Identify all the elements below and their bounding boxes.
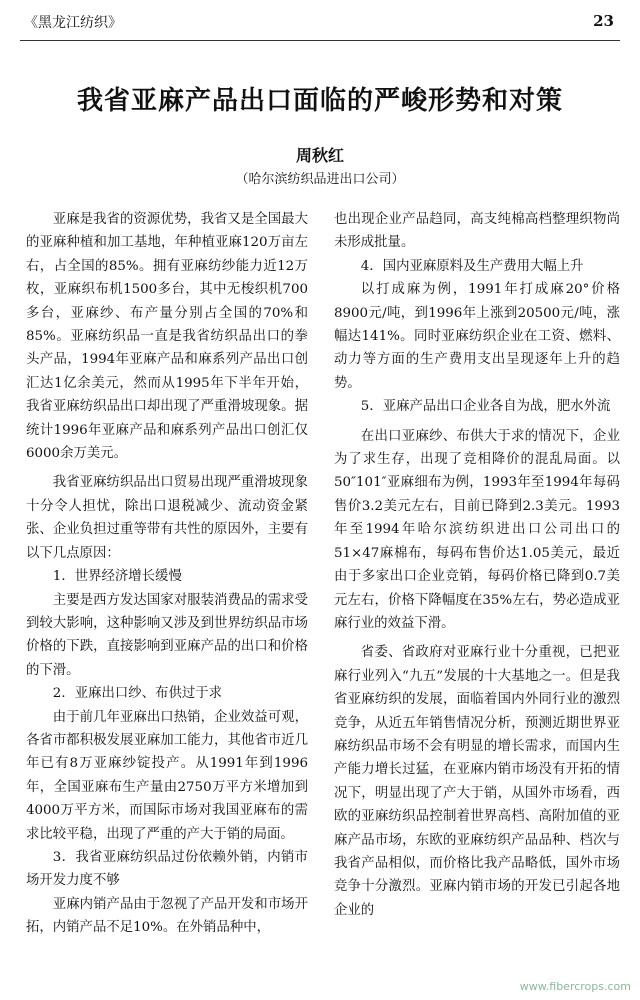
paragraph: 亚麻内销产品由于忽视了产品开发和市场开拓，内销产品不足10%。在外销品种中， — [26, 896, 308, 936]
left-column — [26, 208, 308, 940]
paragraph: 亚麻是我省的资源优势，我省又是全国最大的亚麻种植和加工基地，年种植亚麻120万亩左右，占全国的85%。拥有亚麻纺纱能力近12万枚，亚麻织布机1500多台，其中无梭织机700多台，亚麻纱、布产量分别占全国的70%和85%。亚麻纺织品一直是我省纺织品出口的拳头产品，1994年亚麻产品和麻系列产品出口创汇达1亿余美元，然而从1995年下半年开始，我省亚麻纺织品出口却出现了严重滑坡现象。据统计1996年亚麻产品和麻系列产品出口创汇仅6000余万美元。 — [26, 212, 308, 462]
author-name: 周秋红 — [295, 146, 344, 165]
section-heading: 3．我省亚麻纺织品过份依赖外销，内销市场开发力度不够 — [26, 849, 308, 889]
paragraph: 省委、省政府对亚麻行业十分重视，已把亚麻行业列入“九五”发展的十大基地之一。但是我省亚麻纺织的发展，面临着国内外同行业的激烈竞争，从近五年销售情况分析，预测近期世界亚麻纺织品市场不会有明显的增长需求，而国内生产能力增长过猛，在亚麻内销市场没有开拓的情况下，明显出现了产大于销，从国外市场看，西欧的亚麻纺织品控制着世界高档、高附加值的亚麻产品市场，东欧的亚麻纺织产品品种、档次与我省产品相似，而价格比我产品略低，国外市场竞争十分激烈。亚麻内销市场的开发已引起各地企业的 — [334, 645, 620, 918]
header-rule — [20, 40, 620, 41]
paragraph: 以打成麻为例，1991年打成麻20°价格8900元/吨，到1996年上涨到20500元/吨，涨幅达141%。同时亚麻纺织企业在工资、燃料、动力等方面的生产费用支出呈现逐年上升的趋势。 — [334, 282, 620, 391]
paragraph: 主要是西方发达国家对服装消费品的需求受到较大影响，这种影响又涉及到世界纺织品市场价格的下跌，直接影响到亚麻产品的出口和价格的下滑。 — [26, 592, 308, 678]
section-heading: 5．亚麻产品出口企业各自为战，肥水外流 — [360, 399, 611, 415]
right-column — [334, 208, 620, 922]
page-number: 23 — [593, 12, 614, 30]
article-title: 我省亚麻产品出口面临的严峻形势和对策 — [76, 86, 563, 116]
section-heading: 4．国内亚麻原料及生产费用大幅上升 — [360, 258, 584, 274]
paragraph: 也出现企业产品趋同，高支纯棉高档整理织物尚未形成批量。 — [334, 212, 620, 251]
paragraph: 在出口亚麻纱、布供大于求的情况下，企业为了求生存，出现了竞相降价的混乱局面。以50″101″亚麻细布为例，1993年至1994年每码售价3.2美元左右，目前已降到2.3美元。1993年至1994年哈尔滨纺织进出口公司出口的51×47麻棉布，每码布售价达1.05美元，最近由于多家出口企业竞销，每码价格已降到0.7美元左右，价格下降幅度在35%左右，势必造成亚麻行业的效益下滑。 — [334, 428, 620, 631]
section-heading: 2．亚麻出口纱、布供过于求 — [52, 686, 223, 702]
running-header — [24, 12, 614, 34]
author-affiliation: （哈尔滨纺织品进出口公司） — [235, 172, 405, 187]
watermark: www.fibercrops.com — [517, 979, 634, 994]
paragraph: 由于前几年亚麻出口热销，企业效益可观，各省市都积极发展亚麻加工能力，其他省市近几年已有8万亚麻纱锭投产。从1991年到1996年，全国亚麻布生产量由2750万平方米增加到4000万平方米，而国际市场对我国亚麻布的需求比较平稳，出现了严重的产大于销的局面。 — [26, 709, 308, 842]
section-heading: 1．世界经济增长缓慢 — [52, 569, 182, 585]
paragraph: 我省亚麻纺织品出口贸易出现严重滑坡现象十分令人担忧，除出口退税减少、流动资金紧张、企业负担过重等带有共性的原因外，主要有以下几点原因： — [26, 475, 308, 561]
journal-name: 《黑龙江纺织》 — [24, 15, 122, 31]
